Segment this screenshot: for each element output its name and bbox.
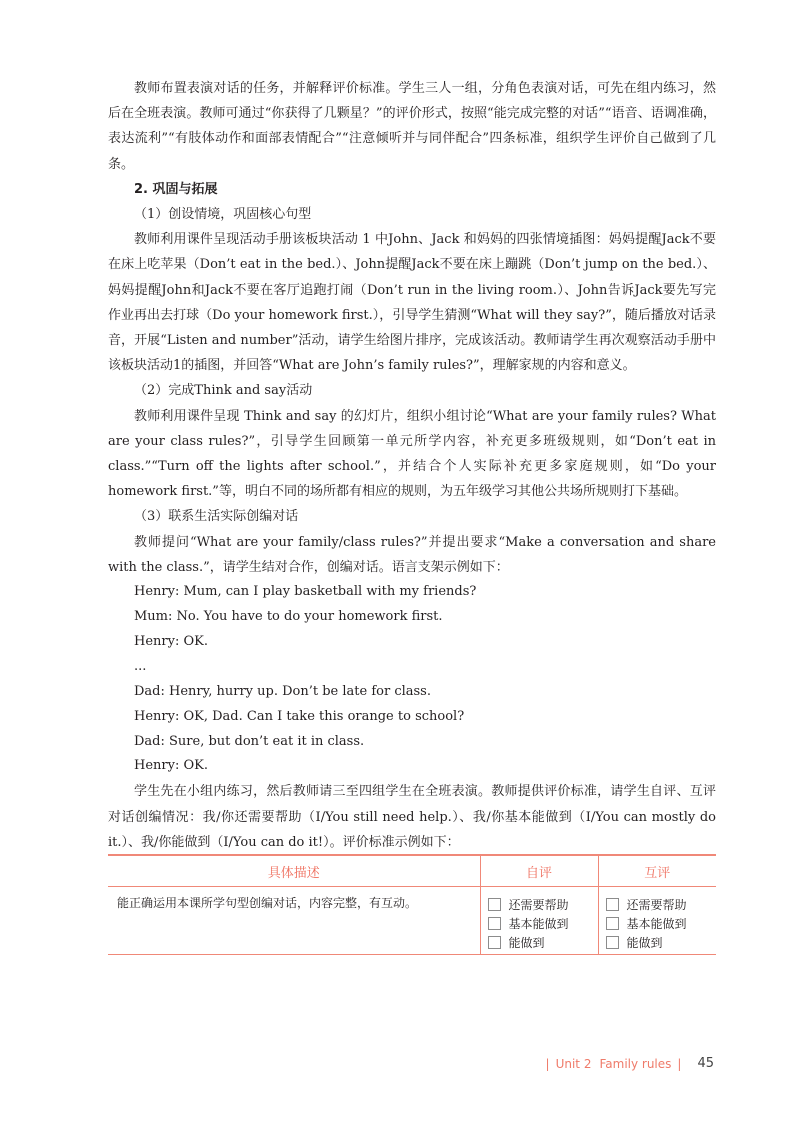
checkbox[interactable]	[606, 936, 619, 949]
dialog-line: ...	[134, 658, 147, 674]
paragraph-evaluation-standard: 学生先在小组内练习，然后教师请三至四组学生在全班表演。教师提供评价标准，请学生自评、互评对话创编情况：我/你还需要帮助（I/You still need help.）、我/你基本能做到（I/You can mostly do it.）、我/你能做到（I/You can do it!）。评价标准示例如下：	[108, 784, 716, 850]
checkbox[interactable]	[606, 917, 619, 930]
peer-option-can-do[interactable]	[600, 933, 716, 952]
table-header-row	[108, 855, 716, 887]
paragraph-evaluation-intro: 教师布置表演对话的任务，并解释评价标准。学生三人一组，分角色表演对话，可先在组内练习，然后在全班表演。教师可通过“你获得了几颗星？”的评价形式，按照“能完成完整的对话”“语音、语调准确，表达流利”“有肢体动作和面部表情配合”“注意倾听并与同伴配合”四条标准，组织学生评价自己做到了几条。	[108, 81, 716, 172]
footer-divider: |	[677, 1056, 682, 1071]
paragraph-think-say: 教师利用课件呈现 Think and say 的幻灯片，组织小组讨论“What are your family rules? What are your class rules?”，引导学生回顾第一单元所学内容，补充更多班级规则，如“Don’t eat in class.”“Turn off the lights after school.”，并结合个人实际补充更多家庭规则，如“Do your homework first.”等，明白不同的场所都有相应的规则，为五年级学习其他公共场所规则打下基础。	[108, 408, 716, 500]
header-description: 具体描述	[108, 855, 480, 887]
dialog-line: Henry: Mum, can I play basketball with my friends?	[134, 584, 477, 600]
paragraph-situation: 教师利用课件呈现活动手册该板块活动 1 中John、Jack 和妈妈的四张情境插图：妈妈提醒Jack不要在床上吃苹果（Don’t eat in the bed.）、John提醒Jack不要在床上蹦跳（Don’t jump on the bed.）、妈妈提醒John和Jack不要在客厅追跑打闹（Don’t run in the living room.）、John告诉Jack要先写完作业再出去打球（Do your homework first.），引导学生猜测“What will they say?”，随后播放对话录音，开展“Listen and number”活动，请学生给图片排序，完成该活动。教师请学生再次观察活动手册中该板块活动1的插图，并回答“What are John’s family rules?”，理解家规的内容和意义。	[108, 232, 716, 374]
self-option-mostly[interactable]	[482, 914, 597, 933]
self-option-need-help[interactable]	[482, 895, 597, 914]
main-content	[108, 76, 716, 855]
footer-divider: |	[545, 1056, 550, 1071]
footer-title: Family rules	[599, 1056, 672, 1071]
option-label: 还需要帮助	[508, 898, 569, 912]
dialog-line: Dad: Henry, hurry up. Don’t be late for class.	[134, 683, 431, 699]
subheading-2: （2）完成Think and say活动	[134, 383, 313, 399]
checkbox[interactable]	[606, 898, 619, 911]
dialog-line: Mum: No. You have to do your homework first.	[134, 608, 443, 624]
dialog-line: Dad: Sure, but don’t eat it in class.	[134, 733, 365, 749]
subheading-3: （3）联系生活实际创编对话	[134, 509, 299, 525]
page-footer	[540, 1056, 714, 1071]
dialog-example	[108, 580, 716, 779]
header-self-eval: 自评	[480, 855, 598, 887]
option-label: 能做到	[626, 936, 663, 950]
self-option-can-do[interactable]	[482, 933, 597, 952]
subheading-1: （1）创设情境，巩固核心句型	[134, 207, 312, 223]
self-eval-cell	[480, 887, 598, 955]
peer-option-mostly[interactable]	[600, 914, 716, 933]
checkbox[interactable]	[488, 936, 501, 949]
section-heading: 2. 巩固与拓展	[134, 181, 218, 197]
option-label: 基本能做到	[626, 917, 687, 931]
option-label: 能做到	[508, 936, 545, 950]
description-text: 能正确运用本课所学句型创编对话，内容完整，有互动。	[117, 896, 418, 910]
description-cell	[108, 887, 480, 955]
dialog-line: Henry: OK, Dad. Can I take this orange to school?	[134, 708, 465, 724]
table-row	[108, 887, 716, 955]
page-number: 45	[697, 1056, 714, 1071]
checkbox[interactable]	[488, 917, 501, 930]
dialog-line: Henry: OK.	[134, 633, 208, 649]
footer-unit: Unit 2	[555, 1056, 592, 1071]
checkbox[interactable]	[488, 898, 501, 911]
paragraph-conversation: 教师提问“What are your family/class rules?”并提出要求“Make a conversation and share with the class.”，请学生结对合作，创编对话。语言支架示例如下：	[108, 534, 716, 575]
peer-option-need-help[interactable]	[600, 895, 716, 914]
peer-eval-cell	[598, 887, 716, 955]
option-label: 还需要帮助	[626, 898, 687, 912]
evaluation-table	[108, 854, 716, 955]
dialog-line: Henry: OK.	[134, 758, 208, 774]
header-peer-eval: 互评	[598, 855, 716, 887]
option-label: 基本能做到	[508, 917, 569, 931]
